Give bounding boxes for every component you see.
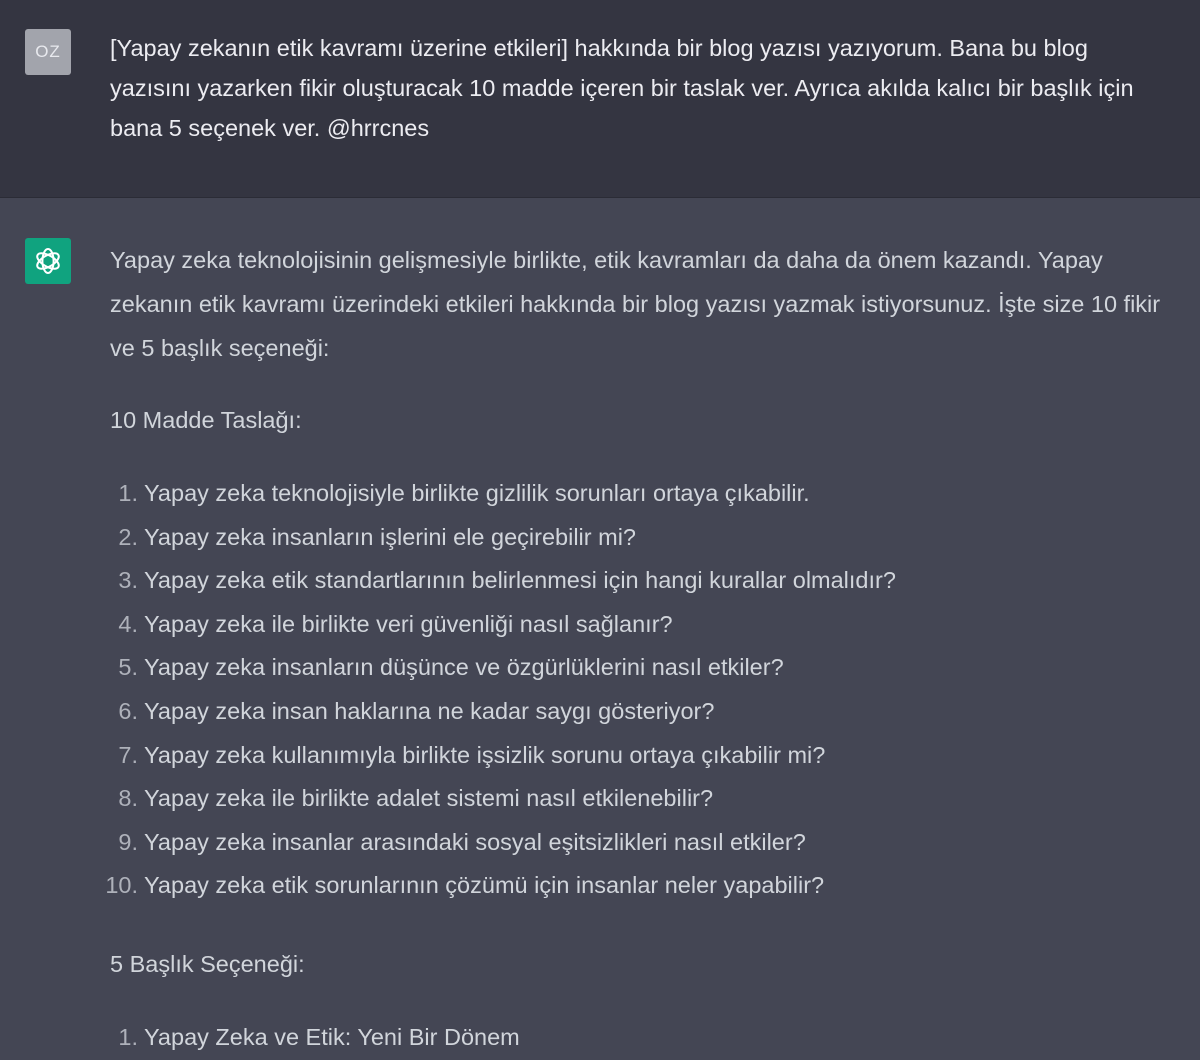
list-item-text: Yapay zeka ile birlikte veri güvenliği nasıl sağlanır? bbox=[144, 610, 673, 637]
list-number: 10. bbox=[105, 872, 138, 899]
list-item bbox=[110, 559, 1170, 603]
list-number: 8. bbox=[118, 785, 138, 812]
list-item bbox=[110, 777, 1170, 821]
list-item bbox=[110, 472, 1170, 516]
user-message-block bbox=[0, 0, 1200, 198]
user-avatar bbox=[25, 29, 71, 75]
ideas-list bbox=[105, 472, 1170, 908]
assistant-intro: Yapay zeka teknolojisinin gelişmesiyle birlikte, etik kavramları da daha da önem kazandı. Yapay zekanın etik kavramı üzerindeki etkileri hakkında bir blog yazısı yazmak istiyorsunuz. İşte size 10 fikir ve 5 başlık seçeneği: bbox=[110, 247, 1161, 361]
list-number: 4. bbox=[118, 610, 138, 637]
user-message-text: [Yapay zekanın etik kavramı üzerine etkileri] hakkında bir blog yazısı yazıyorum. Bana bu blog yazısını yazarken fikir oluşturacak 10 madde içeren bir taslak ver. Ayrıca akılda kalıcı bir başlık için bana 5 seçenek ver. @hrrcnes bbox=[110, 35, 1134, 141]
assistant-message-content bbox=[105, 238, 1170, 1060]
list-item-text: Yapay zeka insan haklarına ne kadar saygı gösteriyor? bbox=[144, 697, 715, 724]
list-number: 5. bbox=[118, 654, 138, 681]
list-item-text: Yapay zeka ile birlikte adalet sistemi nasıl etkilenebilir? bbox=[144, 785, 714, 812]
list-item-text: Yapay Zeka ve Etik: Yeni Bir Dönem bbox=[144, 1023, 520, 1050]
openai-logo-icon bbox=[32, 245, 64, 277]
list-item-text: Yapay zeka etik standartlarının belirlenmesi için hangi kurallar olmalıdır? bbox=[144, 567, 896, 594]
list-item-text: Yapay zeka insanlar arasındaki sosyal eşitsizlikleri nasıl etkiler? bbox=[144, 828, 806, 855]
assistant-avatar bbox=[25, 238, 71, 284]
list-item bbox=[110, 603, 1170, 647]
list-item-text: Yapay zeka insanların işlerini ele geçirebilir mi? bbox=[144, 523, 636, 550]
list-number: 9. bbox=[118, 828, 138, 855]
outline-heading: 10 Madde Taslağı: bbox=[110, 407, 302, 433]
assistant-message-block bbox=[0, 198, 1200, 1050]
list-item bbox=[110, 516, 1170, 560]
titles-list bbox=[110, 1016, 1170, 1060]
titles-heading: 5 Başlık Seçeneği: bbox=[110, 950, 305, 977]
list-item-text: Yapay zeka insanların düşünce ve özgürlüklerini nasıl etkiler? bbox=[144, 654, 784, 681]
list-item-text: Yapay zeka teknolojisiyle birlikte gizlilik sorunları ortaya çıkabilir. bbox=[144, 480, 810, 506]
list-item bbox=[110, 690, 1170, 734]
list-item bbox=[110, 646, 1170, 690]
list-item bbox=[110, 821, 1170, 865]
list-number: 2. bbox=[118, 523, 138, 550]
list-number: 6. bbox=[118, 697, 138, 724]
list-number: 1. bbox=[118, 480, 138, 506]
list-item-text: Yapay zeka kullanımıyla birlikte işsizlik sorunu ortaya çıkabilir mi? bbox=[144, 741, 826, 768]
list-item-text: Yapay zeka etik sorunlarının çözümü için insanlar neler yapabilir? bbox=[144, 872, 825, 899]
list-item bbox=[105, 864, 1170, 908]
list-number: 3. bbox=[118, 567, 138, 594]
avatar-initials: OZ bbox=[35, 42, 61, 61]
list-item bbox=[110, 734, 1170, 778]
list-item bbox=[110, 1016, 1170, 1060]
list-number: 7. bbox=[118, 741, 138, 768]
list-number: 1. bbox=[118, 1023, 138, 1050]
